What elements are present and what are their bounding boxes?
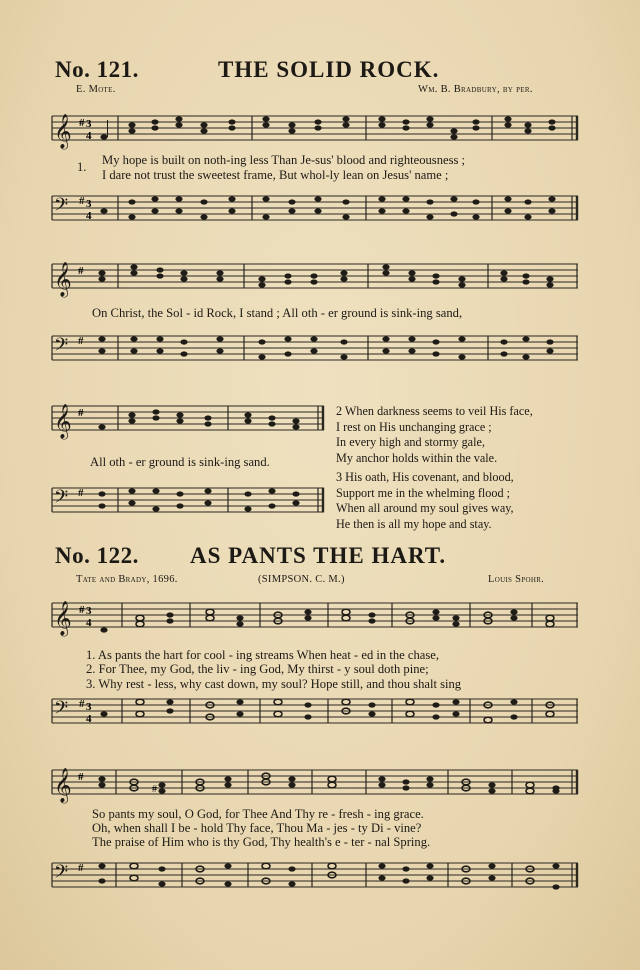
h121-sys2-bass-staff [52,330,582,370]
h121-sys2-treble-staff [52,258,582,298]
h122-sys1-treble-staff [52,597,582,637]
svg-text:#: # [79,195,85,207]
hymn-122-title: AS PANTS THE HART. [190,543,447,568]
h121-stanzas [336,404,533,532]
hymn-121-composer: Wm. B. Bradbury, by per. [418,84,533,95]
svg-text:#: # [78,487,84,499]
h121-lyric-1b: I dare not trust the sweetest frame, But whol-ly lean on Jesus' name ; [102,168,449,182]
svg-text:𝄞: 𝄞 [54,768,72,803]
svg-text:𝄢: 𝄢 [54,487,69,512]
svg-text:4: 4 [86,617,92,629]
svg-text:#: # [78,771,84,783]
hymn-121-number: No. 121. [55,57,139,82]
h121-lyric-2: On Christ, the Sol - id Rock, I stand ; All oth - er ground is sink-ing sand, [92,306,463,320]
stanza-line: He then is all my hope and stay. [336,516,492,531]
svg-text:3: 3 [86,605,92,617]
h121-sys1-treble-staff [52,110,582,150]
hymn-121-author: E. Mote. [76,84,116,95]
h122-sys1-bass-staff [52,693,582,733]
svg-text:#: # [78,265,84,277]
h122-lyric-2-v3: The praise of Him who is thy God, Thy health's e - ter - nal Spring. [92,835,431,849]
hymn-121-title: THE SOLID ROCK. [218,57,440,82]
svg-text:4: 4 [86,713,92,725]
svg-text:#: # [79,604,85,616]
svg-text:𝄢: 𝄢 [54,335,69,360]
svg-text:3: 3 [86,198,92,210]
svg-text:𝄢: 𝄢 [54,862,69,887]
stanza-line: I rest on His unchanging grace ; [336,419,492,434]
svg-text:𝄢: 𝄢 [54,195,69,220]
svg-text:𝄢: 𝄢 [54,698,69,723]
svg-text:#: # [152,784,157,795]
svg-text:4: 4 [86,130,92,142]
stanza-line: Support me in the whelming flood ; [336,485,510,500]
svg-text:#: # [78,407,84,419]
h122-lyric-2-v2: Oh, when shall I be - hold Thy face, Thou Ma - jes - ty Di - vine? [92,821,422,835]
h122-lyric-1-v3: 3. Why rest - less, why cast down, my soul? Hope still, and thou shalt sing [86,677,462,691]
h121-lyric-1a: My hope is built on noth-ing less Than Je-sus' blood and righteousness ; [102,153,466,167]
svg-text:𝄞: 𝄞 [54,404,72,439]
h122-sys2-bass-staff [52,857,582,897]
h122-lyric-1-v2: 2. For Thee, my God, the liv - ing God, My thirst - y soul doth pine; [86,662,429,676]
stanza-line: My anchor holds within the vale. [336,450,498,465]
svg-text:#: # [78,335,84,347]
hymn-122-number: No. 122. [55,543,139,568]
h121-sys3-bass-staff [52,482,328,522]
hymn-122-tune: (SIMPSON. C. M.) [258,574,345,585]
hymn-122-author: Tate and Brady, 1696. [76,574,178,585]
h121-sys3-treble-staff [52,400,328,440]
stanza-line: When all around my soul gives way, [336,501,514,515]
svg-text:#: # [79,117,85,129]
svg-text:𝄞: 𝄞 [54,601,72,636]
stanza-line: 3 His oath, His covenant, and blood, [336,470,514,484]
h121-verse-number: 1. [77,160,87,174]
h122-sys2-treble-staff [52,764,582,804]
svg-text:𝄞: 𝄞 [54,114,72,149]
svg-text:3: 3 [86,701,92,713]
hymn-122-composer: Louis Spohr. [488,574,545,585]
svg-text:𝄞: 𝄞 [54,262,72,297]
svg-text:#: # [78,862,84,874]
h122-lyric-1-v1: 1. As pants the hart for cool - ing streams When heat - ed in the chase, [86,648,439,662]
h121-lyric-3: All oth - er ground is sink-ing sand. [90,455,270,469]
stanza-line: 2 When darkness seems to veil His face, [336,404,533,418]
svg-text:4: 4 [86,210,92,222]
svg-text:3: 3 [86,118,92,130]
h121-sys1-bass-staff [52,190,582,230]
stanza-line: In every high and stormy gale, [336,435,485,449]
svg-text:#: # [79,698,85,710]
h122-lyric-2-v1: So pants my soul, O God, for Thee And Thy re - fresh - ing grace. [92,807,424,821]
